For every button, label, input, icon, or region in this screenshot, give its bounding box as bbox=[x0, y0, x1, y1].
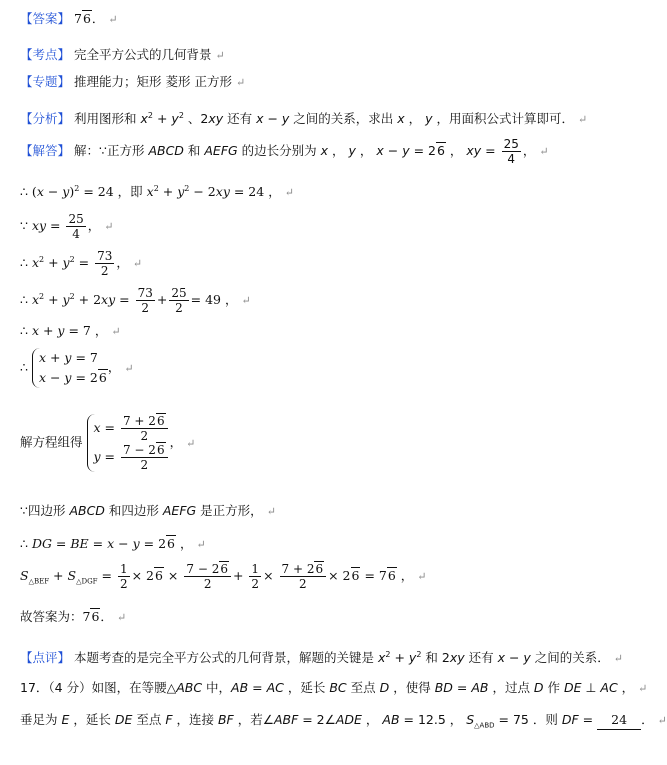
step-8: ∵四边形 ABCD 和四边形 AEFG 是正方形， ↵ bbox=[20, 503, 276, 518]
dianping-text: 本题考查的是完全平方公式的几何背景，解题的关键是 $x^2 + y^2$ 和 2xy 还有 x − y 之间的关系． bbox=[74, 650, 610, 666]
step-2: ∵ xy = $\frac{25}{4}$ ， ↵ bbox=[20, 212, 114, 241]
zhuanti-tag: 【专题】 bbox=[20, 74, 71, 89]
dianping-line: 【点评】 本题考查的是完全平方公式的几何背景，解题的关键是 $x^2 + y^2$ 和 2xy 还有 x − y 之间的关系． ↵ bbox=[20, 650, 623, 666]
step-9: ∴ DG = BE = x − y = 26 ， ↵ bbox=[20, 536, 206, 551]
zhuanti-text: 推理能力；矩形 菱形 正方形 bbox=[74, 74, 232, 89]
answer-tag: 【答案】 bbox=[20, 11, 71, 26]
step-5: ∴ x + y = 7 ， ↵ bbox=[20, 323, 121, 338]
zhuanti-line: 【专题】 推理能力；矩形 菱形 正方形 ↵ bbox=[20, 74, 246, 89]
fenxi-tag: 【分析】 bbox=[20, 111, 71, 127]
jieda-text: 解：∵正方形 ABCD 和 AEFG 的边长分别为 x ， y ， x − y = 26 ， xy = $\frac{25}{4}$ ， bbox=[74, 137, 536, 166]
equation-system: x + y = 7 x − y = 26 bbox=[32, 348, 108, 388]
fenxi-text: 利用图形和 $x^2 + y^2$ 、2xy 还有 x − y 之间的关系，求出 x ， y ，用面积公式计算即可． bbox=[74, 111, 575, 127]
answer-line: 【答案】 76． ↵ bbox=[20, 11, 118, 26]
question-17-line-2: 垂足为 E ，延长 DE 至点 F ，连接 BF ，若∠ABF = 2∠ADE ， AB = 12.5 ， $S_{\triangle ABD} = 75$ ．则 DF = 24 ． ↵ bbox=[20, 712, 667, 730]
answer-value: 76． bbox=[74, 11, 105, 26]
step-3: ∴ $x^2 + y^2$ = $\frac{73}{2}$ ， ↵ bbox=[20, 249, 143, 278]
jieda-line: 【解答】 解：∵正方形 ABCD 和 AEFG 的边长分别为 x ， y ， x − y = 26 ， xy = $\frac{25}{4}$ ， ↵ bbox=[20, 137, 549, 166]
final-answer: 故答案为：76． ↵ bbox=[20, 609, 127, 624]
step-10-area: $S_{\triangle BEF} + S_{\triangle DGF}$ = $\frac{1}{2}$ × 26 × $\frac{7 - 26}{2}$ + $\frac{1}{2}$ × $\frac{7 + 26}{2}$ × 26 = 76 ， ↵ bbox=[20, 562, 427, 591]
dianping-tag: 【点评】 bbox=[20, 650, 71, 666]
fenxi-line: 【分析】 利用图形和 $x^2 + y^2$ 、2xy 还有 x − y 之间的关系，求出 x ， y ，用面积公式计算即可． ↵ bbox=[20, 111, 588, 127]
jieda-tag: 【解答】 bbox=[20, 143, 71, 158]
question-17-line-1: 17．（4 分）如图，在等腰△ABC 中，AB = AC ，延长 BC 至点 D ，使得 BD = AB ，过点 D 作 DE ⊥ AC ， ↵ bbox=[20, 680, 648, 695]
step-6-system: ∴ x + y = 7 x − y = 26 ， ↵ bbox=[20, 348, 134, 388]
step-7-solve: 解方程组得 x = $\frac{7 + 26}{2}$ y = $\frac{7 - 26}{2}$ ， ↵ bbox=[20, 414, 196, 472]
kaodian-line: 【考点】 完全平方公式的几何背景 ↵ bbox=[20, 47, 225, 62]
step-1: ∴ $(x - y)^2 = 24$ ，即 $x^2 + y^2 - 2xy = 24$ ， ↵ bbox=[20, 184, 294, 200]
answer-blank: 24 bbox=[597, 711, 641, 730]
step-4: ∴ $x^2 + y^2 + 2xy$ = $\frac{73}{2}$ + $\frac{25}{2}$ = 49 ， ↵ bbox=[20, 286, 251, 315]
solution-system: x = $\frac{7 + 26}{2}$ y = $\frac{7 - 26}{2}$ bbox=[87, 414, 170, 472]
kaodian-text: 完全平方公式的几何背景 bbox=[74, 47, 212, 62]
kaodian-tag: 【考点】 bbox=[20, 47, 71, 62]
